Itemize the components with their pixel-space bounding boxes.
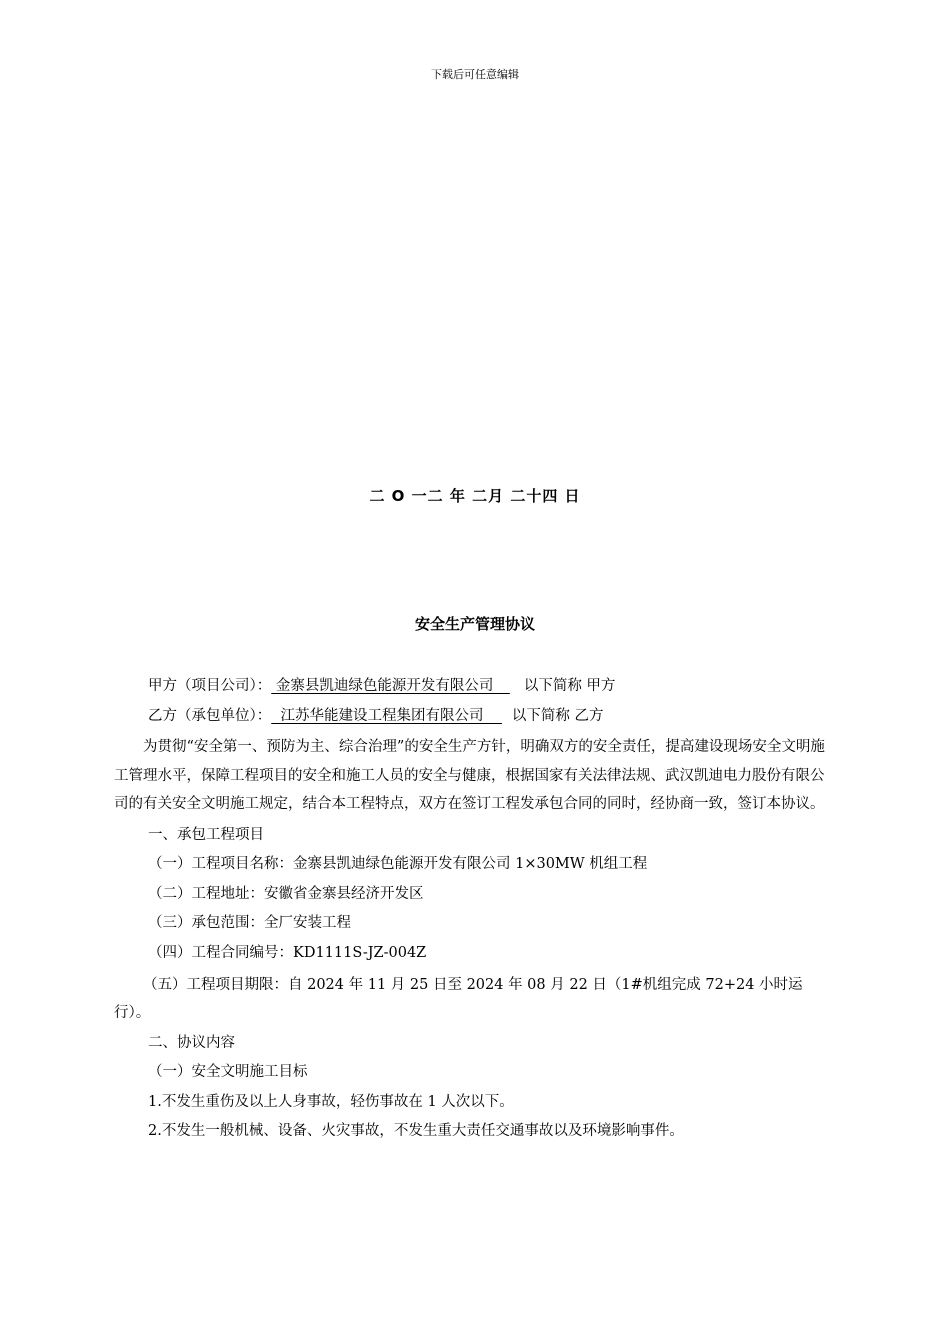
party-a-suffix: 以下简称 甲方 [523,678,616,694]
target-item: 2.不发生一般机械、设备、火灾事故，不发生重大责任交通事故以及环境影响事件。 [148,1123,684,1140]
section-1-item: （四）工程合同编号：KD1111S-JZ-004Z [148,945,427,962]
project-period: （五）工程项目期限：自 2024 年 11 月 25 日至 2024 年 08 月 22 日（1#机组完成 72+24 小时运行）。 [114,976,803,1021]
section-1-heading: 一、承包工程项目 [148,826,264,843]
party-b-line [114,704,836,730]
intro-paragraph: 为贯彻“安全第一、预防为主、综合治理”的安全生产方针，明确双方的安全责任，提高建设现场安全文明施工管理水平，保障工程项目的安全和施工人员的安全与健康，根据国家有关法律法规、武汉凯迪电力股份有限公司的有关安全文明施工规定，结合本工程特点，双方在签订工程发承包合同的同时，经协商一致，签订本协议。 [114,739,825,813]
section-2-subheading: （一）安全文明施工目标 [148,1064,308,1081]
section-1-item: （三）承包范围：全厂安装工程 [148,915,351,932]
party-a-line [114,674,836,700]
agreement-body [114,674,836,1145]
header-note: 下载后可任意编辑 [431,68,519,81]
party-a-label: 甲方（项目公司）： [148,678,272,694]
party-b-label: 乙方（承包单位）： [148,707,272,724]
section-1-item: （一）工程项目名称：金寨县凯迪绿色能源开发有限公司 1×30MW 机组工程 [148,856,648,873]
party-b-name: 江苏华能建设工程集团有限公司 [271,707,502,724]
document-date: 二 O 一二 年 二月 二十四 日 [369,487,581,505]
party-b-suffix: 以下简称 乙方 [511,707,604,724]
target-item: 1.不发生重伤及以上人身事故，轻伤事故在 1 人次以下。 [148,1093,514,1110]
section-2-heading: 二、协议内容 [148,1034,235,1051]
section-1-item: （二）工程地址：安徽省金寨县经济开发区 [148,885,424,902]
document-title: 安全生产管理协议 [414,615,535,633]
party-a-name: 金寨县凯迪绿色能源开发有限公司_ [271,678,510,694]
